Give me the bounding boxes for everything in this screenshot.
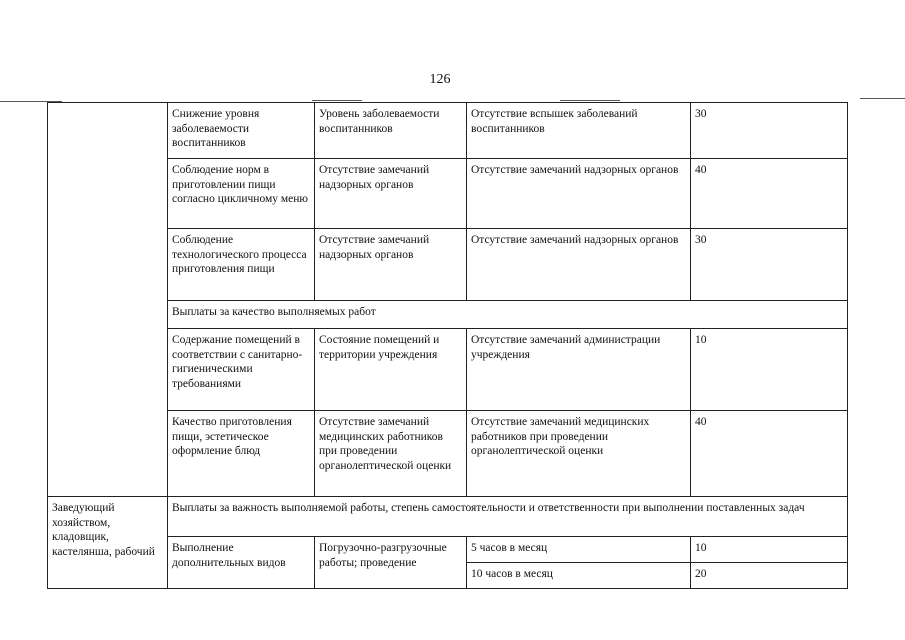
condition-cell: 10 часов в месяц xyxy=(467,563,691,589)
criterion-cell: Качество приготовления пищи, эстетическое оформление блюд xyxy=(168,411,315,497)
indicator-cell: Погрузочно-разгрузочные работы; проведение xyxy=(315,537,467,589)
scan-artifact xyxy=(560,100,620,101)
table-row xyxy=(48,497,848,537)
criterion-cell: Соблюдение норм в приготовлении пищи согласно цикличному меню xyxy=(168,159,315,229)
points-cell: 10 xyxy=(691,537,848,563)
indicator-cell: Состояние помещений и территории учреждения xyxy=(315,329,467,411)
table-row xyxy=(48,301,848,329)
section-heading-importance: Выплаты за важность выполняемой работы, степень самостоятельности и ответственности при выполнении поставленных задач xyxy=(168,497,848,537)
indicator-cell: Отсутствие замечаний надзорных органов xyxy=(315,229,467,301)
table-row xyxy=(48,329,848,411)
points-cell: 40 xyxy=(691,159,848,229)
scan-artifact xyxy=(312,100,362,101)
criterion-cell: Снижение уровня заболеваемости воспитанников xyxy=(168,103,315,159)
criterion-cell: Соблюдение технологического процесса приготовления пищи xyxy=(168,229,315,301)
table-row xyxy=(48,411,848,497)
condition-cell: Отсутствие замечаний надзорных органов xyxy=(467,159,691,229)
indicator-cell: Отсутствие замечаний медицинских работников при проведении органолептической оценки xyxy=(315,411,467,497)
points-cell: 20 xyxy=(691,563,848,589)
table-row xyxy=(48,159,848,229)
criteria-table xyxy=(47,102,848,589)
criterion-cell: Содержание помещений в соответствии с санитарно-гигиеническими требованиями xyxy=(168,329,315,411)
position-cell-empty xyxy=(48,103,168,497)
criterion-cell: Выполнение дополнительных видов xyxy=(168,537,315,589)
condition-cell: Отсутствие замечаний администрации учреждения xyxy=(467,329,691,411)
points-cell: 30 xyxy=(691,103,848,159)
points-cell: 30 xyxy=(691,229,848,301)
condition-cell: Отсутствие замечаний медицинских работников при проведении органолептической оценки xyxy=(467,411,691,497)
table-row xyxy=(48,103,848,159)
table-row xyxy=(48,229,848,301)
points-cell: 10 xyxy=(691,329,848,411)
condition-cell: 5 часов в месяц xyxy=(467,537,691,563)
condition-cell: Отсутствие вспышек заболеваний воспитанников xyxy=(467,103,691,159)
section-heading-quality: Выплаты за качество выполняемых работ xyxy=(168,301,848,329)
position-cell: Заведующий хозяйством, кладовщик, кастелянша, рабочий xyxy=(48,497,168,589)
indicator-cell: Уровень заболеваемости воспитанников xyxy=(315,103,467,159)
points-cell: 40 xyxy=(691,411,848,497)
page-number: 126 xyxy=(429,72,451,87)
condition-cell: Отсутствие замечаний надзорных органов xyxy=(467,229,691,301)
indicator-cell: Отсутствие замечаний надзорных органов xyxy=(315,159,467,229)
scan-artifact xyxy=(860,98,905,99)
table-row xyxy=(48,537,848,563)
